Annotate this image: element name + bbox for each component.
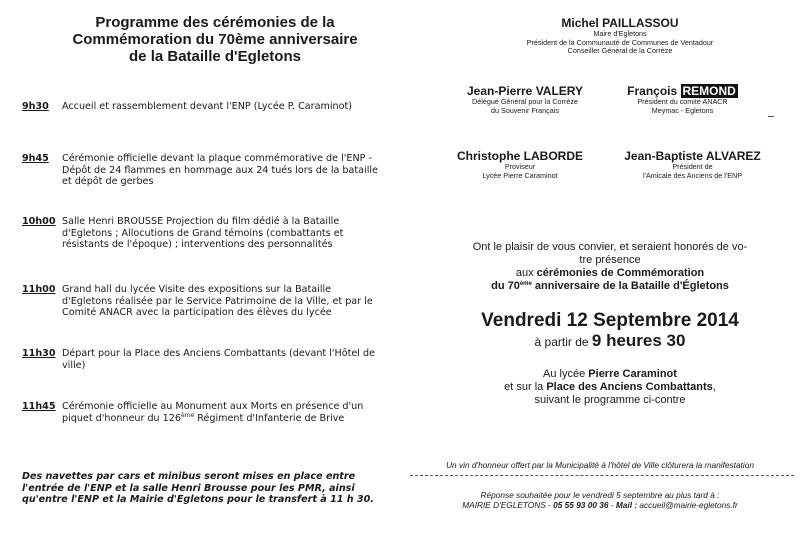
- host-name: [430, 149, 610, 163]
- host-firstname: Jean-Baptiste: [624, 149, 706, 163]
- programme-item-1130: [22, 348, 382, 372]
- host-name: [590, 149, 795, 163]
- host-jean-pierre-valery: [430, 84, 620, 115]
- programme-item-0930: [22, 101, 382, 125]
- host-lastname: PAILLASSOU: [602, 16, 679, 30]
- host-role: Président de: [672, 162, 713, 171]
- text-part: du 70: [491, 280, 520, 292]
- programme-time: 11h45: [22, 401, 56, 412]
- programme-time: 10h00: [22, 216, 56, 227]
- host-role: du Souvenir Français: [491, 105, 559, 115]
- host-role: Meymac - Egletons: [651, 105, 714, 115]
- ordinal-suffix: ème: [181, 411, 195, 419]
- programme-text: Salle Henri BROUSSE Projection du film dédié à la Bataille d'Egletons ; Allocutions de Grand témoins (combattants et résistants de l'époque) ; interventions des personnalités: [62, 216, 344, 251]
- invitation-line: Ont le plaisir de vous convier, et seraient honorés de vo-: [472, 241, 748, 253]
- start-time: 9 heures 30: [591, 331, 686, 350]
- host-role: Lycée Pierre Caraminot: [482, 170, 558, 180]
- venue-place: Place des Anciens Combattants: [546, 381, 713, 393]
- rsvp-line: Réponse souhaitée pour le vendredi 5 septembre au plus tard à :: [480, 490, 720, 500]
- host-firstname: François: [627, 84, 681, 98]
- venue-lycee: Pierre Caraminot: [588, 368, 677, 380]
- host-christophe-laborde: [430, 149, 610, 180]
- host-jean-baptiste-alvarez: [590, 149, 795, 180]
- text-part: et sur la: [504, 381, 547, 393]
- venue-line: [420, 368, 800, 381]
- programme-title: [40, 14, 390, 65]
- host-role: Président de la Communauté de Communes de Ventadour: [526, 37, 714, 47]
- title-line-1: Programme des cérémonies de la: [95, 14, 335, 31]
- invitation-line: [420, 280, 800, 293]
- rsvp-notice: [420, 490, 780, 510]
- programme-time: 11h00: [22, 284, 56, 295]
- programme-text: Grand hall du lycée Visite des expositions sur la Bataille d'Egletons réalisée par le Service Patrimoine de la Ville, et par le Comité ANACR avec la participation des élèves du lycée: [62, 284, 373, 319]
- text-part: ,: [712, 381, 716, 393]
- host-lastname: ALVAREZ: [705, 149, 761, 163]
- programme-item-1000: [22, 216, 382, 252]
- invitation-text: [420, 241, 800, 293]
- host-francois-remond: [595, 84, 770, 115]
- shuttle-notice: Des navettes par cars et minibus seront mises en place entre l'entrée de l'ENP et la salle Henri Brousse pour les PMR, ainsi qu'entre l'ENP et la Mairie d'Egletons pour le transfert à 11 h 30.: [22, 471, 374, 506]
- event-time: [420, 332, 800, 351]
- venue-line: [420, 381, 800, 394]
- text-part: MAIRIE D'EGLETONS -: [462, 500, 554, 510]
- dashed-divider: [410, 475, 794, 476]
- ceremonies-highlight: cérémonies de Commémoration: [536, 267, 705, 279]
- host-lastname: LABORDE: [523, 149, 583, 163]
- vin-honneur-notice: Un vin d'honneur offert par la Municipalité à l'hôtel de Ville clôturera la manifestation: [446, 460, 754, 470]
- host-michel-paillassou: [470, 16, 770, 56]
- host-role: Conseiller Général de la Corrèze: [567, 46, 673, 56]
- title-line-3: de la Bataille d'Egletons: [129, 48, 301, 65]
- host-name: [595, 84, 770, 98]
- decorative-mark: [768, 116, 774, 117]
- host-lastname: REMOND: [682, 84, 736, 98]
- ordinal-suffix: ème: [519, 281, 532, 287]
- host-firstname: Jean-Pierre: [466, 84, 536, 98]
- host-firstname: Christophe: [456, 149, 524, 163]
- text-part: Régiment d'Infanterie de Brive: [194, 412, 345, 424]
- text-part: anniversaire de la Bataille d'Égletons: [531, 280, 729, 292]
- rsvp-mail-label: Mail :: [615, 500, 638, 510]
- event-date: Vendredi 12 Septembre 2014: [481, 310, 739, 331]
- programme-text: Accueil et rassemblement devant l'ENP (Lycée P. Caraminot): [62, 101, 352, 112]
- programme-item-1100: [22, 284, 382, 320]
- text-part: Cérémonie officielle au Monument aux Morts en présence d'un piquet d'honneur du 126: [62, 401, 364, 424]
- title-line-2: Commémoration du 70ème anniversaire: [72, 31, 358, 48]
- programme-time: 9h30: [22, 101, 49, 112]
- text-part: aux: [515, 267, 537, 279]
- rsvp-email: accueil@mairie-egletons.fr: [637, 500, 738, 510]
- host-role: Proviseur: [504, 162, 536, 171]
- rsvp-phone: 05 55 93 00 36: [553, 500, 609, 510]
- host-role: Président du comité ANACR: [637, 97, 728, 106]
- programme-item-1145: [22, 401, 382, 437]
- host-role: l'Amicale des Anciens de l'ENP: [642, 170, 743, 180]
- host-role: Délégué Général pour la Corrèze: [472, 97, 578, 106]
- invitation-line: tre présence: [579, 254, 641, 266]
- invitation-line: [420, 267, 800, 280]
- host-name: [470, 16, 770, 30]
- programme-time: 11h30: [22, 348, 56, 359]
- rsvp-line: [420, 500, 780, 510]
- programme-time: 9h45: [22, 153, 49, 164]
- venue-line: suivant le programme ci-contre: [534, 394, 686, 406]
- programme-text: Cérémonie officielle devant la plaque commémorative de l'ENP - Dépôt de 24 flammes en hommage aux 24 tués lors de la bataille et dépôt de gerbes: [62, 153, 378, 188]
- host-lastname: VALERY: [535, 84, 584, 98]
- programme-text: [62, 401, 380, 424]
- host-firstname: Michel: [561, 16, 603, 30]
- text-part: -: [608, 500, 616, 510]
- text-part: à partir de: [534, 335, 592, 349]
- programme-text: Départ pour la Place des Anciens Combattants (devant l'Hôtel de ville): [62, 348, 375, 371]
- host-role: Maire d'Egletons: [593, 29, 647, 38]
- programme-item-0945: [22, 153, 382, 189]
- event-venue: [420, 368, 800, 407]
- host-name: [430, 84, 620, 98]
- text-part: Au lycée: [543, 368, 589, 380]
